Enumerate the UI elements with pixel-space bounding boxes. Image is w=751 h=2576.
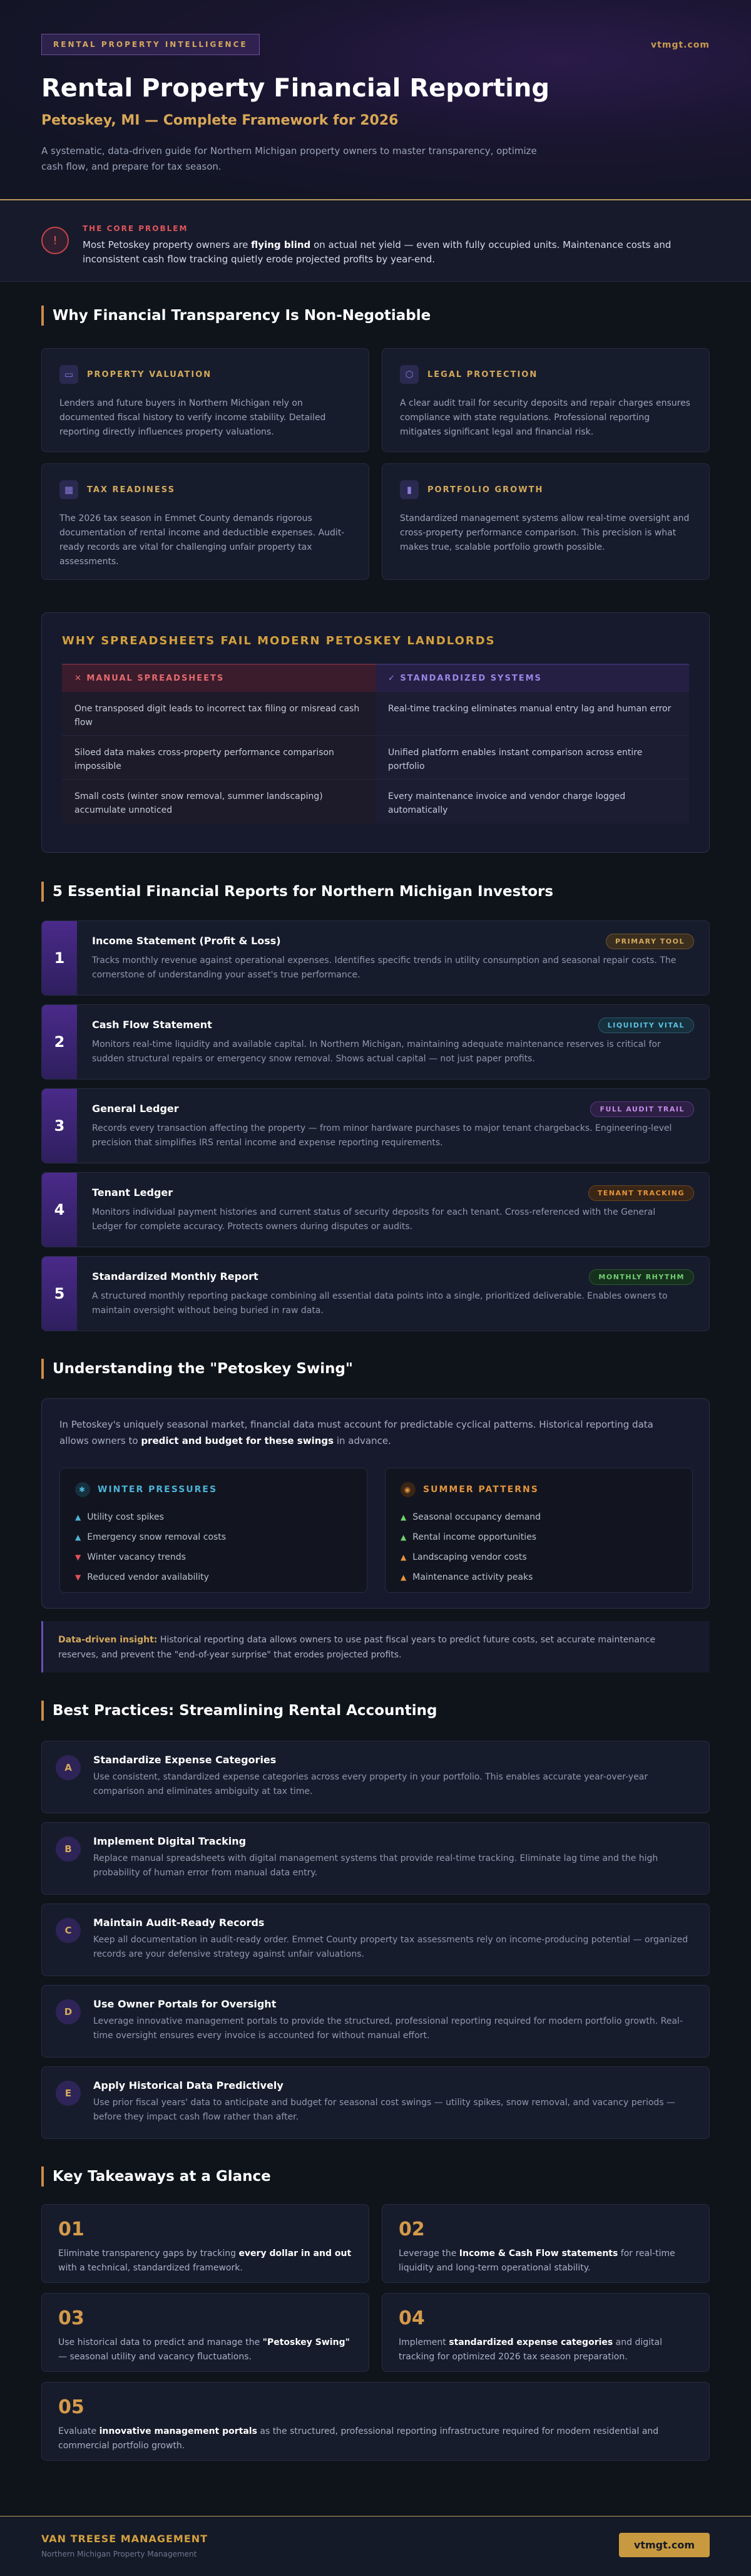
core-problem <box>0 200 751 282</box>
comparison-title: WHY SPREADSHEETS FAIL MODERN PETOSKEY LANDLORDS <box>62 634 496 647</box>
list-item: ▲ Seasonal occupancy demand <box>401 1512 541 1522</box>
comparison-cell: One transposed digit leads to incorrect tax filing or misread cash flow <box>62 692 376 736</box>
footer <box>0 2516 751 2576</box>
comparison-cell: Real-time tracking eliminates manual entry lag and human error <box>376 692 689 736</box>
list-item: ▲ Emergency snow removal costs <box>75 1532 227 1542</box>
summer-patterns-box: ◉ SUMMER PATTERNS ▲ Seasonal occupancy demand ▲ Rental income opportunities ▲ Landscaping vendor costs ▲ Maintenance activity peaks <box>385 1468 693 1593</box>
best-practice-item: E Apply Historical Data Predictively Use prior fiscal years' data to anticipate and budget for seasonal cost swings — utility spikes, snow removal, and vacancy periods — before they impact cash flow rather than after. <box>41 2066 710 2139</box>
report-badge: FULL AUDIT TRAIL <box>590 1101 694 1117</box>
monitor-icon: ▭ <box>59 365 78 384</box>
footer-company-name: VAN TREESE MANAGEMENT <box>41 2533 208 2545</box>
takeaway-card: 05 Evaluate innovative management portals as the structured, professional reporting infrastructure required for modern residential and commercial portfolio growth. <box>41 2382 710 2461</box>
takeaway-card: 02 Leverage the Income & Cash Flow statements for real-time liquidity and long-term operational stability. <box>382 2204 710 2283</box>
page-subtitle: Petoskey, MI — Complete Framework for 2026 <box>41 113 399 128</box>
calendar-icon: ▦ <box>59 480 78 499</box>
card-portfolio-growth: ▮ PORTFOLIO GROWTH Standardized management systems allow real-time oversight and cross-property performance comparison. This precision is what makes true, scalable portfolio growth possible. <box>382 463 710 580</box>
card-property-valuation: ▭ PROPERTY VALUATION Lenders and future buyers in Northern Michigan rely on documented fiscal history to verify income stability. Detailed reporting directly influences property valuations. <box>41 348 369 452</box>
page-title: Rental Property Financial Reporting <box>41 74 550 103</box>
core-problem-text: Most Petoskey property owners are flying blind on actual net yield — even with fully occupied units. Maintenance costs and inconsistent cash flow tracking quietly erode projected profits by year-end. <box>83 239 672 265</box>
standardized-systems-header: ✓ STANDARDIZED SYSTEMS <box>376 664 689 692</box>
petoskey-swing-panel <box>41 1398 710 1609</box>
comparison-cell: Unified platform enables instant comparison across entire portfolio <box>376 736 689 780</box>
report-item: 5 Standardized Monthly Report MONTHLY RHYTHM A structured monthly reporting package combining all essential data points into a single, prioritized deliverable. Enables owners to maintain oversight without being buried in raw data. <box>41 1256 710 1331</box>
swing-intro: In Petoskey's uniquely seasonal market, financial data must account for predictable cyclical patterns. Historical reporting data allows owners to predict and budget for these swings in advance. <box>59 1419 653 1446</box>
best-practice-item: D Use Owner Portals for Oversight Leverage innovative management portals to provide the structured, professional reporting required for modern portfolio growth. Real-time oversight ensures every invoice is accounted for without manual effort. <box>41 1985 710 2058</box>
sun-icon: ◉ <box>401 1482 416 1497</box>
data-driven-insight: Data-driven insight: Historical reporting data allows owners to use past fiscal years to predict future costs, set accurate maintenance reserves, and prevent the "end-of-year surprise" that erodes projected profits. <box>41 1621 710 1672</box>
report-badge: MONTHLY RHYTHM <box>589 1269 694 1285</box>
hero <box>0 0 751 200</box>
list-item: ▼ Winter vacancy trends <box>75 1552 186 1562</box>
core-problem-label: THE CORE PROBLEM <box>83 224 188 233</box>
report-item: 4 Tenant Ledger TENANT TRACKING Monitors individual payment histories and current status of security deposits for each tenant. Cross-referenced with the General Ledger for complete accuracy. Protects owners during disputes or audits. <box>41 1172 710 1247</box>
section-heading-transparency: Why Financial Transparency Is Non-Negotiable <box>41 306 431 326</box>
hero-description: A systematic, data-driven guide for Northern Michigan property owners to master transparency, optimize cash flow, and prepare for tax season. <box>41 145 537 172</box>
section-heading-best-practices: Best Practices: Streamlining Rental Accounting <box>41 1701 437 1721</box>
hero-brand-link[interactable]: vtmgt.com <box>651 40 710 50</box>
list-item: ▲ Utility cost spikes <box>75 1512 164 1522</box>
card-legal-protection: ⬡ LEGAL PROTECTION A clear audit trail for security deposits and repair charges ensures compliance with state regulations. Professional reporting mitigates significant legal and financial risk. <box>382 348 710 452</box>
spreadsheet-comparison <box>41 612 710 853</box>
list-item: ▲ Rental income opportunities <box>401 1532 537 1542</box>
winter-pressures-box: ✱ WINTER PRESSURES ▲ Utility cost spikes ▲ Emergency snow removal costs ▼ Winter vacancy trends ▼ Reduced vendor availability <box>59 1468 367 1593</box>
report-badge: TENANT TRACKING <box>588 1185 694 1201</box>
takeaway-card: 01 Eliminate transparency gaps by tracking every dollar in and out with a technical, standardized framework. <box>41 2204 369 2283</box>
footer-tagline: Northern Michigan Property Management <box>41 2550 197 2558</box>
report-item: 2 Cash Flow Statement LIQUIDITY VITAL Monitors real-time liquidity and available capital. In Northern Michigan, maintaining adequate maintenance reserves is critical for sudden structural repairs or emergency snow removal. Shows actual capital — not just paper profits. <box>41 1004 710 1079</box>
takeaway-card: 04 Implement standardized expense categories and digital tracking for optimized 2026 tax season preparation. <box>382 2293 710 2372</box>
comparison-cell: Small costs (winter snow removal, summer landscaping) accumulate unnoticed <box>62 780 376 823</box>
list-item: ▼ Reduced vendor availability <box>75 1572 209 1582</box>
shield-icon: ⬡ <box>400 365 419 384</box>
report-item: 3 General Ledger FULL AUDIT TRAIL Records every transaction affecting the property — from minor hardware purchases to major tenant chargebacks. Engineering-level precision that simplifies IRS rental income and expense reporting requirements. <box>41 1088 710 1163</box>
section-heading-petoskey-swing: Understanding the "Petoskey Swing" <box>41 1359 353 1379</box>
manual-spreadsheets-header: ✕ MANUAL SPREADSHEETS <box>62 664 376 692</box>
hero-tag: RENTAL PROPERTY INTELLIGENCE <box>41 34 260 55</box>
report-badge: PRIMARY TOOL <box>606 934 694 949</box>
alert-icon: ! <box>41 227 69 254</box>
best-practice-item: B Implement Digital Tracking Replace manual spreadsheets with digital management systems that provide real-time tracking. Eliminate lag time and the high probability of human error from manual data entry. <box>41 1822 710 1895</box>
takeaway-card: 03 Use historical data to predict and manage the "Petoskey Swing" — seasonal utility and vacancy fluctuations. <box>41 2293 369 2372</box>
list-item: ▲ Landscaping vendor costs <box>401 1552 527 1562</box>
list-item: ▲ Maintenance activity peaks <box>401 1572 533 1582</box>
best-practice-item: A Standardize Expense Categories Use consistent, standardized expense categories across every property in your portfolio. This enables accurate year-over-year comparison and eliminates ambiguity at tax time. <box>41 1741 710 1813</box>
report-item: 1 Income Statement (Profit & Loss) PRIMARY TOOL Tracks monthly revenue against operational expenses. Identifies specific trends in utility consumption and seasonal repair costs. The cornerstone of understanding your asset's true performance. <box>41 920 710 996</box>
comparison-cell: Every maintenance invoice and vendor charge logged automatically <box>376 780 689 823</box>
report-badge: LIQUIDITY VITAL <box>598 1018 694 1033</box>
chart-icon: ▮ <box>400 480 419 499</box>
comparison-cell: Siloed data makes cross-property performance comparison impossible <box>62 736 376 780</box>
card-tax-readiness: ▦ TAX READINESS The 2026 tax season in Emmet County demands rigorous documentation of rental income and deductible expenses. Audit-ready records are vital for challenging unfair property tax assessments. <box>41 463 369 580</box>
section-heading-takeaways: Key Takeaways at a Glance <box>41 2166 271 2187</box>
footer-website-button[interactable]: vtmgt.com <box>619 2533 710 2557</box>
snowflake-icon: ✱ <box>75 1482 90 1497</box>
section-heading-reports: 5 Essential Financial Reports for Northern Michigan Investors <box>41 882 553 902</box>
best-practice-item: C Maintain Audit-Ready Records Keep all documentation in audit-ready order. Emmet County property tax assessments rely on income-producing potential — organized records are your defensive strategy against unfair valuations. <box>41 1904 710 1976</box>
